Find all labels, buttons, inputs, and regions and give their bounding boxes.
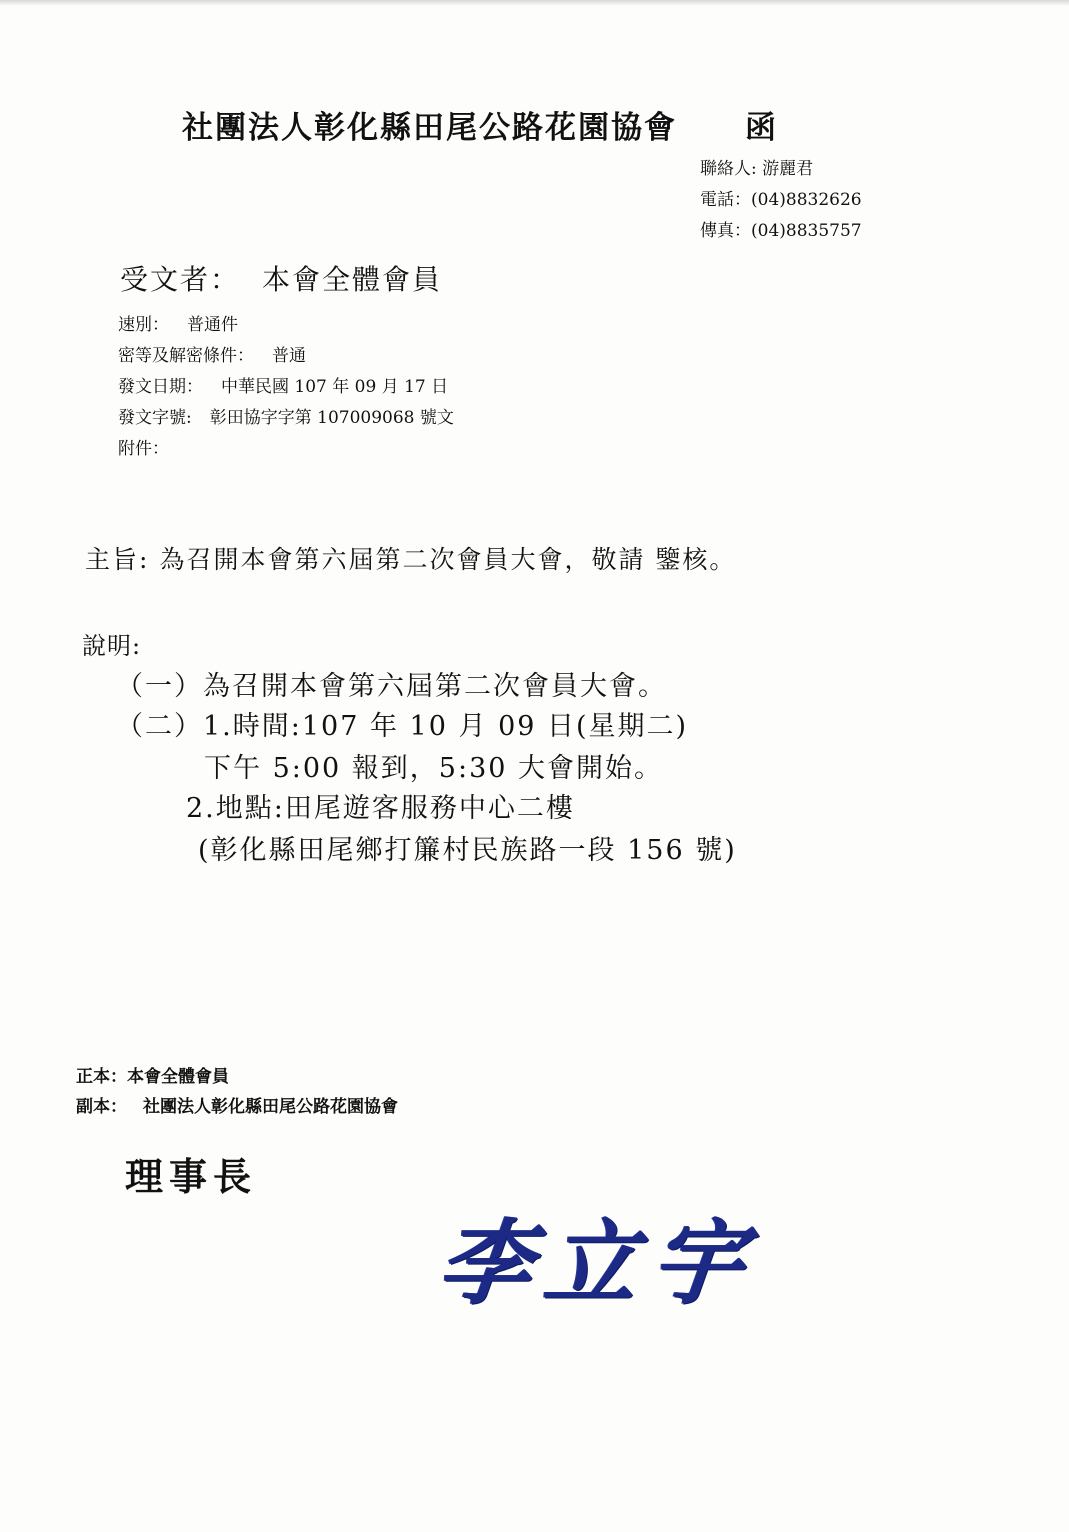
recipient-label: 受文者： bbox=[120, 263, 241, 296]
recipient-value: 本會全體會員 bbox=[262, 263, 443, 296]
subject-value: 為召開本會第六屆第二次會員大會，敬請 鑒核。 bbox=[159, 545, 737, 574]
contact-person: 聯絡人: 游麗君 bbox=[700, 159, 814, 179]
copies-block bbox=[76, 1062, 398, 1122]
subject-line bbox=[85, 540, 736, 576]
meta-speed-label: 速別： bbox=[118, 315, 169, 335]
meta-date-label: 發文日期： bbox=[118, 377, 203, 397]
meta-secrecy-label: 密等及解密條件： bbox=[118, 346, 254, 366]
contact-phone: 電話：(04)8832626 bbox=[700, 190, 862, 210]
explanation-item-2-address: (彰化縣田尾鄉打簾村民族路一段 156 號) bbox=[198, 835, 737, 866]
meta-number bbox=[118, 403, 454, 434]
scan-edge bbox=[0, 0, 1069, 6]
meta-number-label: 發文字號: bbox=[118, 408, 192, 428]
meta-block bbox=[118, 310, 454, 465]
copies-original-label: 正本： bbox=[76, 1067, 127, 1087]
copies-original-value: 本會全體會員 bbox=[127, 1067, 229, 1087]
meta-speed-value: 普通件 bbox=[187, 315, 238, 335]
copies-original bbox=[76, 1062, 398, 1092]
meta-number-value: 彰田協字字第 107009068 號文 bbox=[209, 408, 454, 428]
meta-date-value: 中華民國 107 年 09 月 17 日 bbox=[221, 377, 449, 397]
recipient-line bbox=[120, 258, 442, 298]
copies-cc-label: 副本： bbox=[76, 1097, 127, 1117]
subject-label: 主旨: bbox=[85, 545, 150, 574]
explanation-label: 說明: bbox=[82, 632, 142, 660]
contact-block bbox=[700, 154, 862, 247]
document-title: 社團法人彰化縣田尾公路花園協會 bbox=[182, 110, 677, 146]
explanation-item-1: （一）為召開本會第六屆第二次會員大會。 bbox=[116, 671, 667, 702]
copies-cc bbox=[76, 1092, 398, 1122]
meta-date bbox=[118, 372, 454, 403]
signature-name: 李立宇 bbox=[433, 1210, 763, 1317]
document-type: 函 bbox=[745, 110, 776, 146]
meta-secrecy bbox=[118, 341, 454, 372]
explanation-item-2-time: （二）1.時間:107 年 10 月 09 日(星期二) bbox=[116, 711, 689, 742]
copies-cc-value: 社團法人彰化縣田尾公路花園協會 bbox=[143, 1097, 398, 1117]
meta-speed bbox=[118, 310, 454, 341]
explanation-item-2-schedule: 下午 5:00 報到，5:30 大會開始。 bbox=[204, 753, 664, 784]
signature bbox=[433, 1190, 800, 1320]
explanation-item-2-place: 2.地點:田尾遊客服務中心二樓 bbox=[186, 793, 575, 824]
meta-attachment-label: 附件： bbox=[118, 439, 169, 459]
chairman-title: 理事長 bbox=[125, 1154, 258, 1199]
meta-secrecy-value: 普通 bbox=[272, 346, 306, 366]
contact-fax: 傳真：(04)8835757 bbox=[700, 221, 862, 241]
meta-attachment bbox=[118, 434, 454, 465]
